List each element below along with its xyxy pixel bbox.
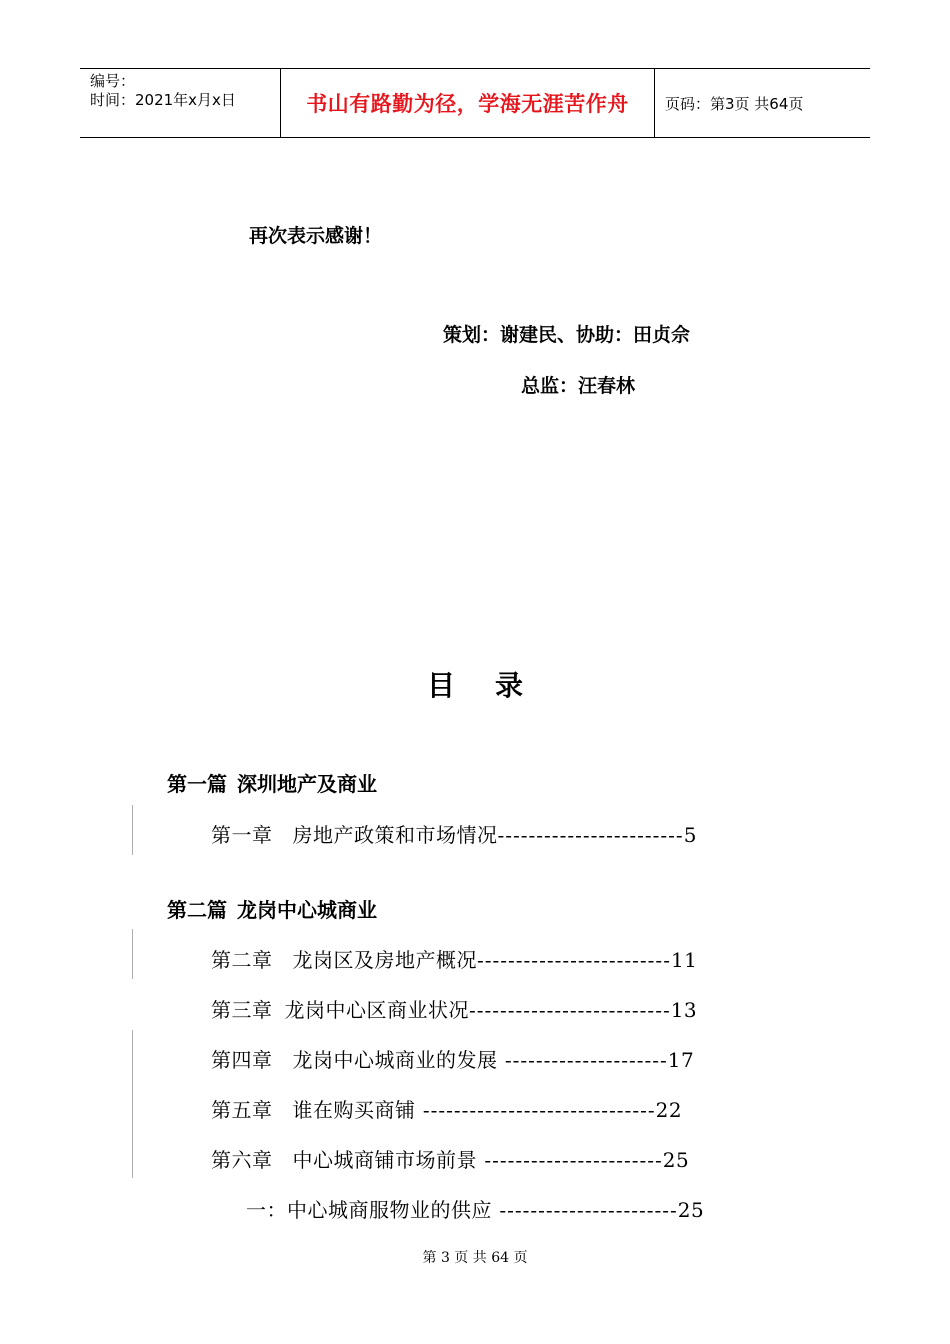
toc-entry-7[interactable] bbox=[246, 1194, 704, 1223]
toc-entry-leader: --------------------- bbox=[497, 1048, 668, 1072]
header-meta bbox=[80, 69, 281, 137]
header-time: 时间：2021年x月x日 bbox=[90, 91, 236, 109]
toc-entry-leader: -------------------------- bbox=[469, 998, 671, 1022]
toc-entry-chapter: 第六章 bbox=[211, 1148, 273, 1172]
toc-entry-page: 25 bbox=[677, 1198, 705, 1222]
toc-part-label: 第一篇 bbox=[167, 772, 227, 796]
toc-entry-title: 中心城商铺市场前景 bbox=[292, 1148, 477, 1172]
toc-entry-page: 22 bbox=[655, 1098, 683, 1122]
toc-entry-title: 中心城商服物业的供应 bbox=[287, 1198, 492, 1222]
credits-planner: 策划：谢建民、协助：田贞佘 bbox=[443, 324, 691, 346]
toc-title-char-1: 目 bbox=[426, 669, 455, 702]
toc-entry-chapter: 第三章 bbox=[211, 998, 273, 1022]
toc-entry-6[interactable] bbox=[211, 1144, 689, 1173]
toc-entry-chapter: 第一章 bbox=[211, 823, 273, 847]
toc-entry-title: 龙岗区及房地产概况 bbox=[292, 948, 477, 972]
toc-entry-chapter: 一： bbox=[246, 1198, 287, 1222]
toc-entry-leader: ----------------------- bbox=[492, 1198, 678, 1222]
header-motto-cell bbox=[281, 69, 655, 137]
margin-bar bbox=[132, 1030, 133, 1178]
toc-entry-page: 5 bbox=[683, 823, 697, 847]
toc-part-2 bbox=[167, 894, 377, 923]
toc-title-char-2: 录 bbox=[495, 669, 524, 702]
header-page-info: 页码：第3页 共64页 bbox=[665, 94, 804, 113]
header-motto: 书山有路勤为径，学海无涯苦作舟 bbox=[306, 92, 629, 116]
toc-entry-5[interactable] bbox=[211, 1094, 682, 1123]
toc-entry-4[interactable] bbox=[211, 1044, 694, 1073]
toc-part-title: 深圳地产及商业 bbox=[237, 772, 377, 796]
toc-entry-title: 龙岗中心城商业的发展 bbox=[292, 1048, 498, 1072]
toc-part-label: 第二篇 bbox=[167, 898, 227, 922]
margin-bar bbox=[132, 805, 133, 855]
toc-entry-chapter: 第五章 bbox=[211, 1098, 273, 1122]
toc-entry-title: 龙岗中心区商业状况 bbox=[284, 998, 469, 1022]
toc-entry-2[interactable] bbox=[211, 944, 697, 973]
toc-entry-3[interactable] bbox=[211, 994, 697, 1023]
toc-entry-page: 17 bbox=[667, 1048, 695, 1072]
toc-entry-leader: ------------------------- bbox=[477, 948, 671, 972]
toc-entry-leader: ------------------------------ bbox=[415, 1098, 656, 1122]
toc-entry-title: 谁在购买商铺 bbox=[292, 1098, 416, 1122]
toc-entry-chapter: 第二章 bbox=[211, 948, 273, 972]
toc-entry-page: 13 bbox=[670, 998, 698, 1022]
toc-entry-leader: ----------------------- bbox=[477, 1148, 663, 1172]
margin-bar bbox=[132, 929, 133, 979]
toc-entry-title: 房地产政策和市场情况 bbox=[292, 823, 498, 847]
thanks-text: 再次表示感谢！ bbox=[249, 225, 383, 247]
toc-entry-leader: ------------------------ bbox=[497, 823, 684, 847]
toc-title bbox=[0, 664, 950, 704]
toc-part-title: 龙岗中心城商业 bbox=[237, 898, 377, 922]
credits-director: 总监：汪春林 bbox=[521, 375, 636, 397]
header-number: 编号： bbox=[90, 72, 136, 90]
page-header bbox=[80, 68, 870, 138]
toc-entry-page: 11 bbox=[670, 948, 698, 972]
toc-entry-page: 25 bbox=[662, 1148, 690, 1172]
toc-entry-1[interactable] bbox=[211, 819, 697, 848]
toc-entry-chapter: 第四章 bbox=[211, 1048, 273, 1072]
toc-part-1 bbox=[167, 768, 377, 797]
page-footer: 第 3 页 共 64 页 bbox=[422, 1250, 528, 1266]
